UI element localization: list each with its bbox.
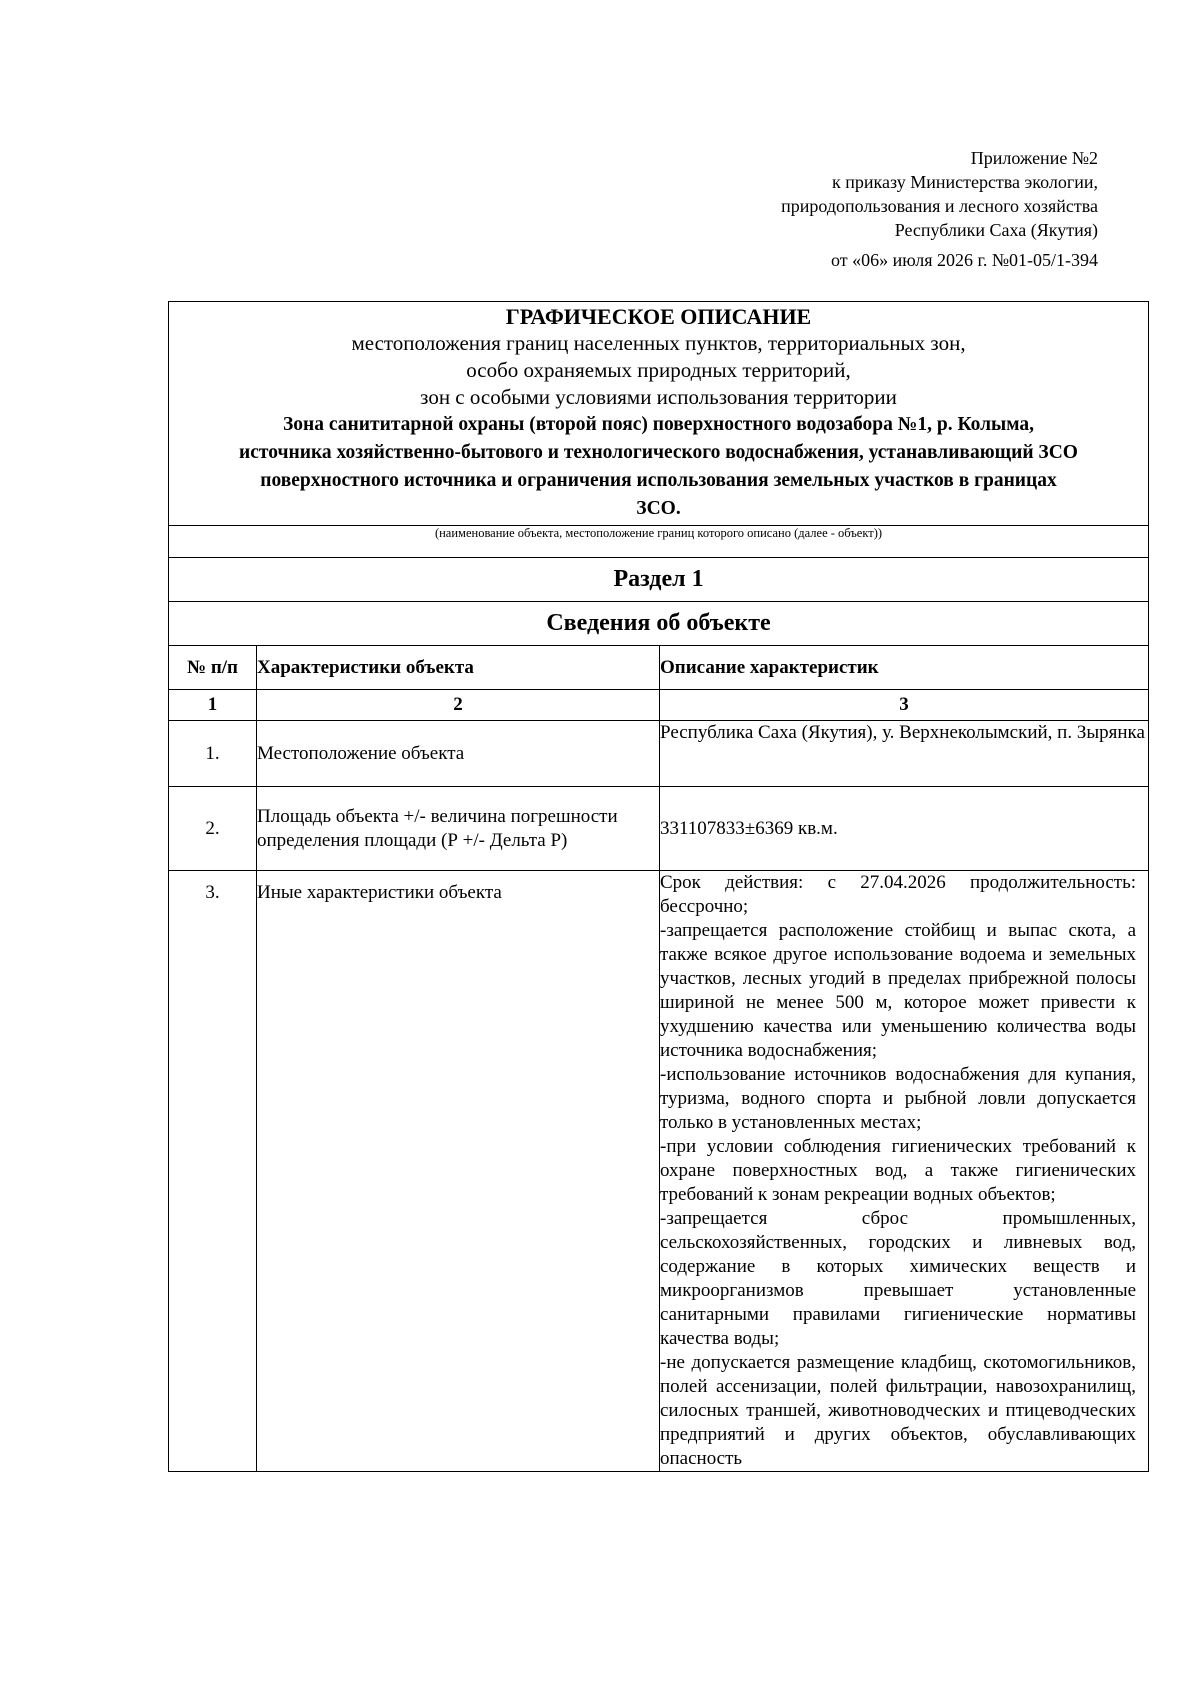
section-subtitle: Сведения об объекте [169,602,1149,646]
object-name-line: поверхностного источника и ограничения использования земельных участков в границах [260,470,1057,491]
column-number: 3 [660,690,1149,721]
subtitle-line: местоположения границ населенных пунктов, территориальных зон, [351,331,966,355]
column-header-description: Описание характеристик [660,646,1149,690]
description-paragraph: -использование источников водоснабжения для купания, туризма, водного спорта и рыбной ловли допускается только в установленных местах; [660,1064,1137,1133]
table-row [169,787,1149,871]
object-name-line: источника хозяйственно-бытового и технологического водоснабжения, устанавливающий ЗСО [239,442,1078,463]
row-characteristic: Площадь объекта +/- величина погрешности определения площади (Р +/- Дельта Р) [257,787,660,871]
description-table [168,301,1149,1472]
annex-block [638,146,1098,272]
row-characteristic: Местоположение объекта [257,721,660,787]
annex-line: к приказу Министерства экологии, [831,172,1098,192]
object-name-line: Зона санититарной охраны (второй пояс) поверхностного водозабора №1, р. Колыма, [282,414,1035,435]
row-characteristic: Иные характеристики объекта [257,871,660,1472]
document-title: ГРАФИЧЕСКОЕ ОПИСАНИЕ [505,304,812,329]
column-header-number: № п/п [169,646,257,690]
row-description: 331107833±6369 кв.м. [660,787,1149,871]
column-number: 1 [169,690,257,721]
column-header-characteristic: Характеристики объекта [257,646,660,690]
subtitle-line: особо охраняемых природных территорий, [466,358,851,382]
description-paragraph: -не допускается размещение кладбищ, скотомогильников, полей ассенизации, полей фильтрации, навозохранилищ, силосных траншей, животноводческих и птицеводческих предприятий и других объектов, обуславливающих опасность [660,1352,1137,1469]
annex-line: Республики Саха (Якутия) [894,220,1098,240]
object-name-line: ЗСО. [636,498,681,519]
section-title: Раздел 1 [169,558,1149,602]
subtitle-line: зон с особыми условиями использования территории [420,385,897,409]
row-number: 3. [169,871,257,1472]
row-number: 2. [169,787,257,871]
row-description: Республика Саха (Якутия), у. Верхнеколымский, п. Зырянка [660,721,1149,787]
description-paragraph: -при условии соблюдения гигиенических требований к охране поверхностных вод, а также гигиенических требований к зонам рекреации водных объектов; [660,1136,1137,1205]
table-row [169,871,1149,1472]
annex-order: от «06» июля 2026 г. №01-05/1-394 [830,250,1098,270]
row-number: 1. [169,721,257,787]
row-description [660,871,1149,1472]
annex-line: природопользования и лесного хозяйства [781,196,1098,216]
column-number: 2 [257,690,660,721]
description-paragraph: -запрещается сброс промышленных, сельскохозяйственных, городских и ливневых вод, содержание в которых химических веществ и микроорганизмов превышает установленные санитарными правилами гигиенические нормативы качества воды; [660,1208,1137,1349]
description-paragraph: -запрещается расположение стойбищ и выпас скота, а также всякое другое использование водоема и земельных участков, лесных угодий в пределах прибрежной полосы шириной не менее 500 м, которое может привести к ухудшению качества или уменьшению количества воды источника водоснабжения; [660,920,1137,1061]
annex-title: Приложение №2 [970,148,1098,168]
document-header [169,302,1149,526]
description-paragraph: Срок действия: с 27.04.2026 продолжительность: бессрочно; [660,872,1137,917]
object-name-note: (наименование объекта, местоположение границ которого описано (далее - объект)) [169,526,1149,558]
table-row [169,721,1149,787]
